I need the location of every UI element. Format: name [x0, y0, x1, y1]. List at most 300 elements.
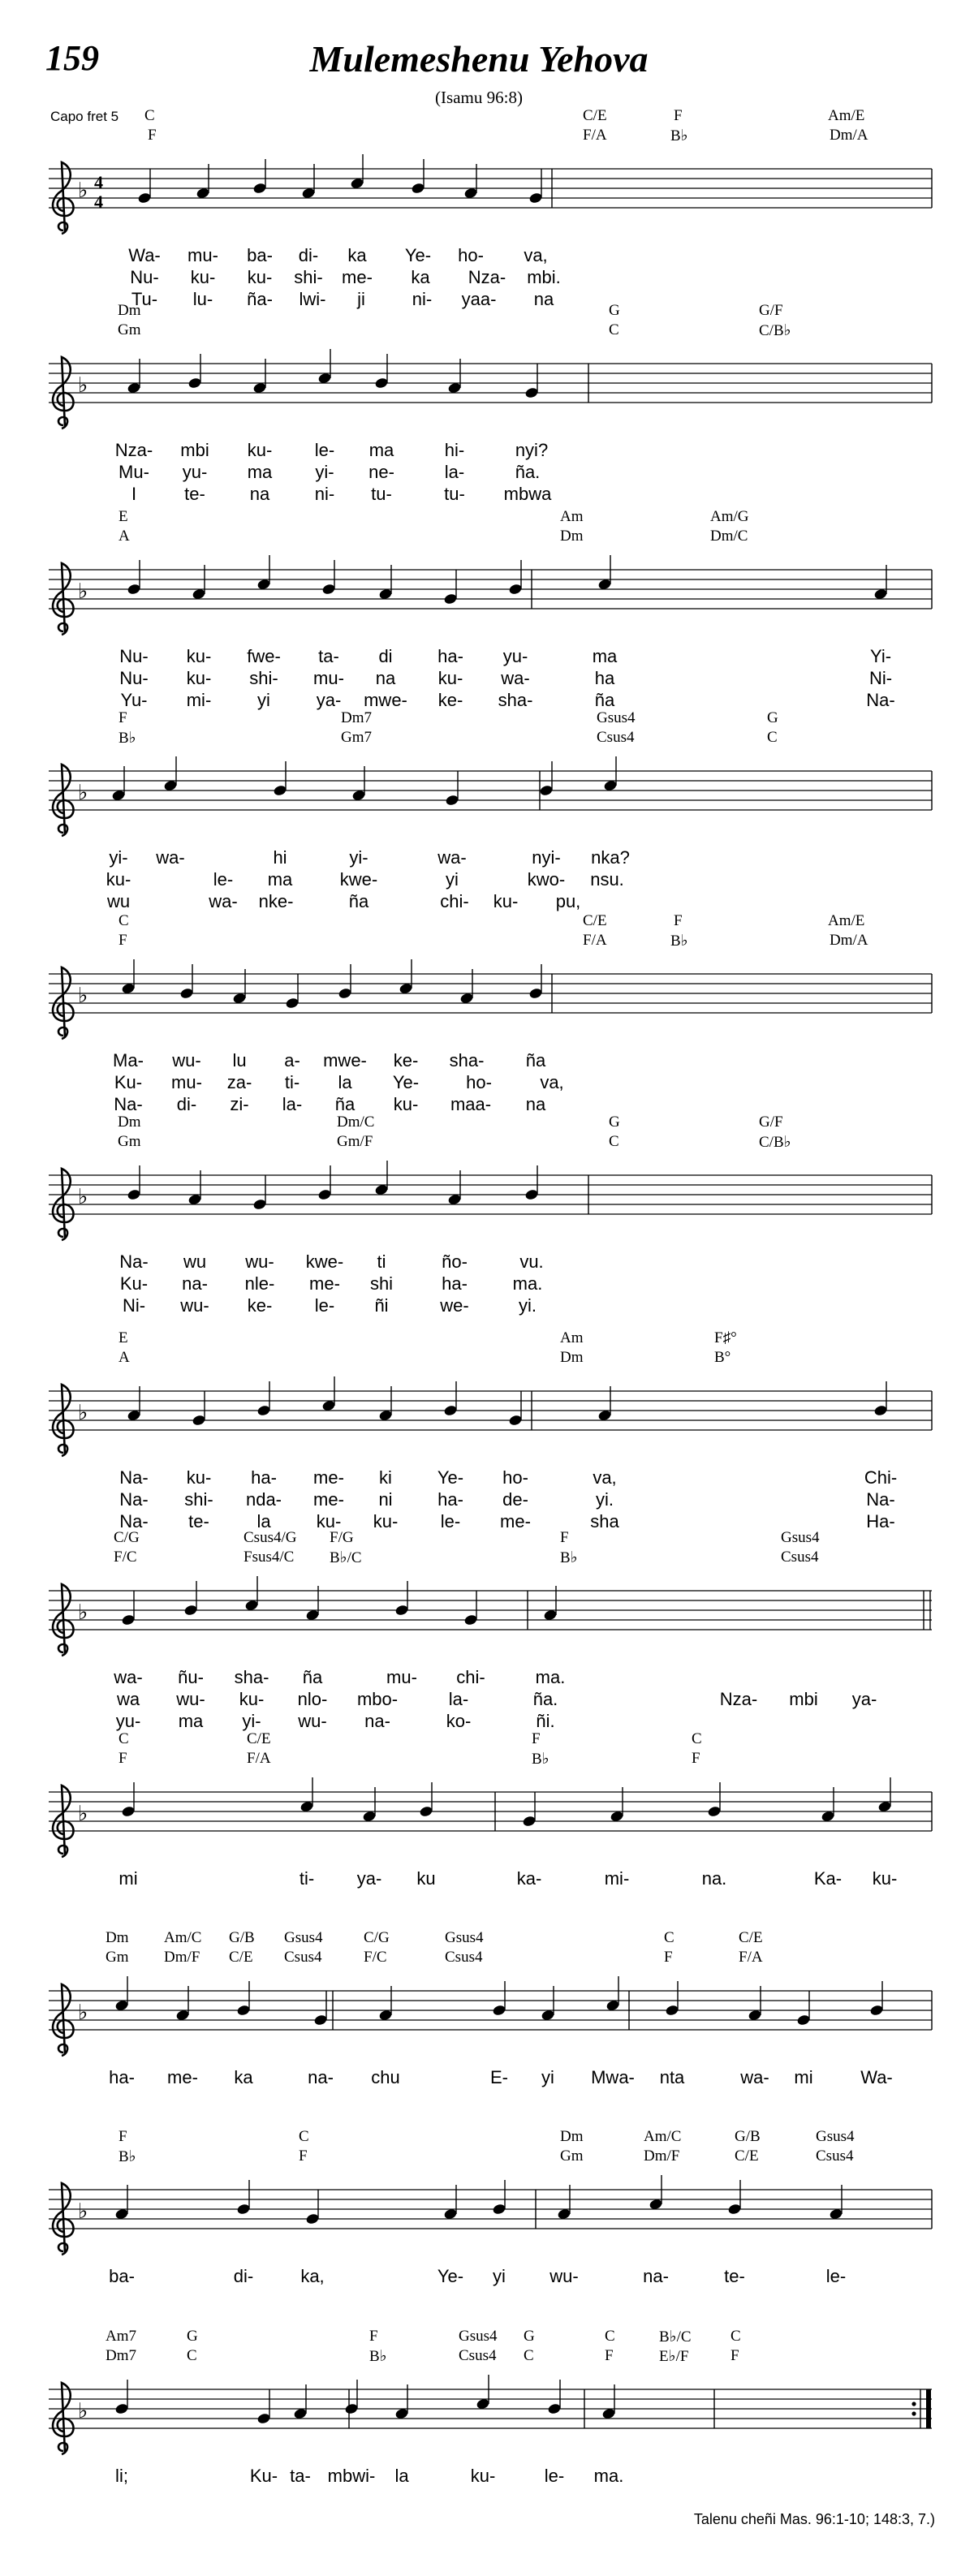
lyric-syllable: ke-: [393, 1050, 419, 1070]
chord-keyboard: Fsus4/C: [244, 1549, 295, 1566]
chord-guitar: F: [560, 1529, 569, 1546]
lyric-syllable: E-: [490, 2067, 508, 2087]
chord-keyboard: B°: [714, 1349, 731, 1366]
lyric-syllable: Na-: [119, 1251, 149, 1272]
flat-icon: ♭: [78, 2399, 88, 2423]
lyric-syllable: le-: [825, 2266, 847, 2286]
chord-keyboard: F/C: [364, 1949, 387, 1966]
lyric-syllable: le-: [544, 2466, 565, 2486]
chord-keyboard: F/A: [247, 1750, 271, 1767]
lyric-syllable: ku-: [470, 2466, 496, 2486]
chord-guitar: G/F: [759, 1114, 783, 1131]
lyric-syllable: shi-: [249, 668, 278, 688]
lyric-syllable: shi: [369, 1273, 394, 1294]
note-head: [547, 2402, 562, 2414]
chord-keyboard: Gm: [118, 321, 141, 338]
lyric-syllable: fwe-: [247, 646, 281, 666]
lyric-syllable: nsu.: [590, 869, 624, 890]
lyric-syllable: ha-: [437, 646, 463, 666]
lyric-syllable: ke-: [247, 1295, 273, 1316]
lyric-syllable: ku-: [316, 1511, 342, 1531]
flat-icon: ♭: [78, 984, 88, 1008]
note-head: [236, 2203, 251, 2215]
chord-keyboard: C: [524, 2347, 534, 2364]
lyric-syllable: ñi: [374, 1295, 389, 1316]
note-head: [252, 182, 267, 194]
lyric-syllable: ti: [377, 1251, 386, 1272]
lyric-syllable: sha-: [449, 1050, 485, 1070]
chord-keyboard: F/A: [583, 932, 607, 949]
note-head: [707, 1805, 722, 1817]
lyric-syllable: wa-: [740, 2067, 769, 2087]
lyric-syllable: mbi: [789, 1689, 818, 1709]
note-head: [443, 1404, 458, 1416]
lyric-syllable: ku-: [186, 1467, 212, 1488]
lyric-syllable: ku-: [247, 440, 273, 460]
lyric-syllable: ne-: [368, 462, 394, 482]
lyric-syllable: yi: [446, 869, 459, 890]
lyric-syllable: mwe-: [323, 1050, 367, 1070]
lyric-syllable: Ka-: [813, 1868, 843, 1889]
lyric-syllable: vu.: [519, 1251, 544, 1272]
lyric-syllable: na: [525, 1094, 546, 1114]
lyric-syllable: ku-: [373, 1511, 399, 1531]
lyric-syllable: le-: [213, 869, 234, 890]
chord-keyboard: Dm: [560, 1349, 584, 1366]
note-head: [873, 1404, 888, 1416]
lyric-syllable: mu-: [313, 668, 344, 688]
chord-guitar: Am/C: [164, 1929, 202, 1946]
chord-guitar: Dm7: [341, 709, 372, 726]
chord-keyboard: C: [187, 2347, 197, 2364]
chord-guitar: Am: [560, 1329, 584, 1346]
lyric-syllable: wa-: [156, 847, 185, 868]
staff-system: [0, 355, 974, 437]
flat-icon: ♭: [78, 2001, 88, 2025]
lyric-syllable: mi-: [604, 1868, 630, 1889]
lyric-syllable: mbwi-: [327, 2466, 376, 2486]
lyric-syllable: zi-: [230, 1094, 249, 1114]
lyric-syllable: ti-: [284, 1072, 300, 1092]
note-head: [256, 2412, 271, 2424]
lyric-syllable: mu-: [171, 1072, 202, 1092]
staff-system: [0, 1784, 974, 1865]
chord-keyboard: Gm: [118, 1133, 141, 1150]
lyric-syllable: ka: [234, 2067, 253, 2087]
note-head: [183, 1604, 198, 1616]
chord-keyboard: F/A: [583, 127, 607, 144]
chord-keyboard: Dm/F: [164, 1949, 200, 1966]
lyric-syllable: ku-: [247, 267, 273, 287]
chord-guitar: C/G: [114, 1529, 140, 1546]
flat-icon: ♭: [78, 1185, 88, 1209]
lyric-syllable: ku: [416, 1868, 436, 1889]
lyric-syllable: chi-: [456, 1667, 485, 1687]
lyric-syllable: yi: [541, 2067, 554, 2087]
lyric-syllable: yi.: [519, 1295, 537, 1316]
chord-guitar: Am/G: [710, 508, 749, 525]
lyric-syllable: me-: [313, 1467, 344, 1488]
lyric-syllable: nta: [659, 2067, 685, 2087]
lyric-syllable: Nza-: [468, 267, 506, 287]
chord-keyboard: Csus4: [597, 729, 635, 746]
chord-keyboard: B♭: [560, 1549, 578, 1566]
lyric-syllable: ho-: [458, 245, 484, 265]
lyric-syllable: Ha-: [866, 1511, 895, 1531]
chord-keyboard: F: [119, 1750, 127, 1767]
chord-keyboard: B♭: [670, 933, 688, 950]
chord-keyboard: F: [664, 1949, 673, 1966]
staff-system: [0, 1583, 974, 1664]
repeat-dot: [912, 2411, 916, 2415]
note-head: [192, 1414, 206, 1426]
staff-system: [0, 1167, 974, 1248]
flat-icon: ♭: [78, 1600, 88, 1625]
chord-keyboard: Gm: [560, 2147, 584, 2165]
lyric-syllable: yu-: [502, 646, 528, 666]
flat-icon: ♭: [78, 579, 88, 604]
lyric-syllable: ko-: [446, 1711, 472, 1731]
chord-guitar: G/B: [735, 2128, 761, 2145]
lyric-syllable: ti-: [299, 1868, 315, 1889]
lyric-syllable: di-: [298, 245, 319, 265]
lyric-syllable: la: [338, 1072, 352, 1092]
chord-guitar: Dm: [106, 1929, 129, 1946]
lyric-syllable: Na-: [119, 1489, 149, 1510]
lyric-syllable: ha-: [109, 2067, 135, 2087]
lyric-syllable: kwo-: [527, 869, 566, 890]
chord-guitar: Am7: [106, 2328, 136, 2345]
lyric-syllable: ni-: [412, 289, 433, 309]
scripture-reference: (Isamu 96:8): [435, 88, 523, 107]
lyric-syllable: te-: [188, 1511, 209, 1531]
chord-keyboard: C/B♭: [759, 1134, 791, 1151]
chord-keyboard: F: [119, 932, 127, 949]
lyric-syllable: na-: [182, 1273, 208, 1294]
lyric-syllable: lwi-: [299, 289, 326, 309]
time-signature-bottom: 4: [94, 192, 103, 212]
lyric-syllable: ma.: [593, 2466, 624, 2486]
lyric-syllable: ka,: [300, 2266, 325, 2286]
lyric-syllable: wu-: [172, 1050, 201, 1070]
staff-system: [0, 763, 974, 844]
chord-guitar: Am/E: [828, 912, 865, 929]
note-head: [463, 1613, 478, 1626]
chord-guitar: C/E: [583, 107, 607, 124]
note-head: [528, 987, 543, 999]
lyric-syllable: me-: [342, 267, 373, 287]
chord-guitar: Am: [560, 508, 584, 525]
song-number: 159: [45, 38, 99, 78]
note-head: [522, 1815, 537, 1827]
chord-keyboard: C: [609, 321, 619, 338]
lyric-syllable: lu: [232, 1050, 247, 1070]
chord-keyboard: C/B♭: [759, 322, 791, 339]
note-head: [121, 1805, 136, 1817]
lyric-syllable: nda-: [245, 1489, 282, 1510]
chord-guitar: Am/C: [644, 2128, 682, 2145]
lyric-syllable: ma: [267, 869, 293, 890]
lyric-syllable: mwe-: [364, 690, 407, 710]
staff-system: [0, 2182, 974, 2263]
lyric-syllable: me-: [500, 1511, 531, 1531]
lyric-syllable: me-: [313, 1489, 344, 1510]
chord-keyboard: C: [767, 729, 778, 746]
lyric-syllable: wu-: [298, 1711, 327, 1731]
lyric-syllable: ka-: [516, 1868, 542, 1889]
note-head: [137, 192, 152, 204]
lyric-syllable: chu: [371, 2067, 400, 2087]
chord-guitar: C/E: [583, 912, 607, 929]
lyric-syllable: Na-: [119, 1511, 149, 1531]
lyric-syllable: shi-: [294, 267, 323, 287]
chord-guitar: Gsus4: [597, 709, 636, 726]
lyric-syllable: wu-: [245, 1251, 274, 1272]
lyric-syllable: a-: [284, 1050, 300, 1070]
note-head: [508, 1414, 523, 1426]
chord-keyboard: A: [119, 528, 130, 545]
flat-icon: ♭: [78, 179, 88, 203]
lyric-syllable: Mwa-: [591, 2067, 635, 2087]
note-head: [528, 192, 543, 204]
chord-guitar: C: [299, 2128, 309, 2145]
lyric-syllable: le-: [314, 440, 335, 460]
lyric-syllable: ni-: [314, 484, 335, 504]
lyric-syllable: wu-: [176, 1689, 205, 1709]
lyric-syllable: ta-: [290, 2466, 311, 2486]
lyric-syllable: I: [131, 484, 137, 504]
note-head: [317, 1188, 332, 1200]
lyric-syllable: Mu-: [119, 462, 149, 482]
lyric-syllable: na: [249, 484, 270, 504]
chord-guitar: E: [119, 508, 128, 525]
final-bar-line: [926, 2389, 931, 2428]
lyric-syllable: nka?: [591, 847, 630, 868]
chord-keyboard: B♭: [670, 127, 688, 144]
lyric-syllable: ñu-: [178, 1667, 204, 1687]
chord-keyboard: Dm/A: [830, 127, 868, 144]
lyric-syllable: yi: [257, 690, 270, 710]
lyric-syllable: ñi.: [536, 1711, 555, 1731]
lyric-syllable: ya-: [316, 690, 342, 710]
lyric-syllable: Nu-: [130, 267, 159, 287]
lyric-syllable: Nza-: [114, 440, 153, 460]
chord-guitar: C: [605, 2328, 615, 2345]
chord-guitar: Gsus4: [445, 1929, 484, 1946]
lyric-syllable: yi-: [315, 462, 334, 482]
chord-guitar: Gsus4: [284, 1929, 323, 1946]
lyric-syllable: wu: [106, 891, 131, 911]
note-head: [305, 2212, 320, 2225]
lyric-syllable: di-: [176, 1094, 197, 1114]
chord-guitar: Gsus4: [459, 2328, 498, 2345]
lyric-syllable: hi-: [444, 440, 465, 460]
capo-note: Capo fret 5: [50, 109, 119, 124]
chord-keyboard: Gm7: [341, 729, 372, 746]
footer-reference: Talenu cheñi Mas. 96:1-10; 148:3, 7.): [693, 2511, 935, 2527]
chord-guitar: Dm: [118, 302, 141, 319]
chord-keyboard: F: [605, 2347, 614, 2364]
lyric-syllable: ha: [594, 668, 615, 688]
lyric-syllable: ma.: [535, 1667, 566, 1687]
chord-guitar: C: [692, 1730, 702, 1747]
lyric-syllable: yaa-: [461, 289, 497, 309]
lyric-syllable: mu-: [386, 1667, 417, 1687]
lyric-syllable: ki: [379, 1467, 392, 1488]
lyric-syllable: yu-: [115, 1711, 141, 1731]
staff-system: [0, 1383, 974, 1464]
chord-keyboard: B♭: [369, 2348, 387, 2365]
lyric-syllable: va,: [593, 1467, 617, 1488]
chord-guitar: E: [119, 1329, 128, 1346]
lyric-syllable: Yi-: [869, 646, 892, 666]
chord-guitar: C: [664, 1929, 674, 1946]
flat-icon: ♭: [78, 373, 88, 398]
lyric-syllable: we-: [440, 1295, 469, 1316]
chord-guitar: B♭/C: [659, 2328, 692, 2346]
flat-icon: ♭: [78, 1401, 88, 1425]
lyric-syllable: ña-: [247, 289, 273, 309]
flat-icon: ♭: [78, 781, 88, 805]
lyric-syllable: tu-: [371, 484, 392, 504]
lyric-syllable: wu-: [180, 1295, 209, 1316]
lyric-syllable: Wa-: [860, 2067, 893, 2087]
lyric-syllable: ni: [378, 1489, 393, 1510]
chord-guitar: Gsus4: [781, 1529, 820, 1546]
note-head: [524, 386, 539, 398]
lyric-syllable: Ku-: [119, 1273, 149, 1294]
chord-guitar: F/G: [330, 1529, 354, 1546]
lyric-syllable: kwe-: [305, 1251, 344, 1272]
chord-guitar: Dm: [118, 1114, 141, 1131]
note-head: [492, 2203, 506, 2215]
lyric-syllable: na: [375, 668, 396, 688]
lyric-syllable: nke-: [258, 891, 294, 911]
note-head: [727, 2203, 742, 2215]
lyric-syllable: le-: [314, 1295, 335, 1316]
lyric-syllable: ña: [348, 891, 369, 911]
lyric-syllable: Ni-: [122, 1295, 146, 1316]
lyric-syllable: tu-: [444, 484, 465, 504]
chord-guitar: G/B: [229, 1929, 255, 1946]
chord-guitar: F: [674, 912, 683, 929]
lyric-syllable: me-: [167, 2067, 198, 2087]
lyric-syllable: yi-: [109, 847, 128, 868]
lyric-syllable: chi-: [440, 891, 469, 911]
chord-keyboard: B♭: [532, 1751, 549, 1768]
flat-icon: ♭: [78, 1802, 88, 1826]
chord-keyboard: A: [119, 1349, 130, 1366]
chord-guitar: G: [524, 2328, 535, 2345]
lyric-syllable: ka: [411, 267, 430, 287]
note-head: [114, 2402, 129, 2414]
lyric-syllable: mu-: [187, 245, 218, 265]
lyric-syllable: Ku-: [114, 1072, 143, 1092]
chord-guitar: F: [119, 709, 127, 726]
lyric-syllable: li;: [115, 2466, 128, 2486]
lyric-syllable: hi: [273, 847, 287, 868]
lyric-syllable: ji: [357, 289, 365, 309]
chord-guitar: C: [730, 2328, 741, 2345]
note-head: [419, 1805, 433, 1817]
chord-guitar: F♯°: [714, 1329, 737, 1346]
lyric-syllable: va,: [540, 1072, 564, 1092]
chord-keyboard: F: [148, 127, 157, 144]
lyric-syllable: ku-: [393, 1094, 419, 1114]
note-head: [121, 1613, 136, 1626]
chord-guitar: G: [767, 709, 778, 726]
chord-keyboard: F: [299, 2147, 308, 2165]
lyric-syllable: ka: [347, 245, 367, 265]
lyric-syllable: ku-: [493, 891, 519, 911]
lyric-syllable: Ye-: [437, 2266, 464, 2286]
lyric-syllable: ku-: [872, 1868, 898, 1889]
lyric-syllable: ma: [247, 462, 273, 482]
lyric-syllable: Wa-: [128, 245, 161, 265]
lyric-syllable: nyi-: [532, 847, 561, 868]
lyric-syllable: wa-: [437, 847, 467, 868]
chord-keyboard: Csus4: [816, 2147, 854, 2165]
lyric-syllable: Ku-: [249, 2466, 278, 2486]
lyric-syllable: ya-: [356, 1868, 382, 1889]
lyric-syllable: nyi?: [515, 440, 549, 460]
lyric-syllable: la-: [444, 462, 465, 482]
lyric-syllable: la: [256, 1511, 271, 1531]
lyric-syllable: na-: [308, 2067, 334, 2087]
lyric-syllable: ho-: [466, 1072, 492, 1092]
chord-guitar: F: [119, 2128, 127, 2145]
lyric-syllable: mbo-: [356, 1689, 399, 1709]
lyric-syllable: wa-: [209, 891, 238, 911]
chord-guitar: F: [674, 107, 683, 124]
chord-guitar: C/E: [247, 1730, 271, 1747]
lyric-syllable: la-: [448, 1689, 469, 1709]
lyric-syllable: Chi-: [864, 1467, 898, 1488]
chord-keyboard: Dm: [560, 528, 584, 545]
lyric-syllable: Tu-: [131, 289, 158, 309]
staff-system: [0, 2381, 974, 2462]
chord-keyboard: Dm7: [106, 2347, 136, 2364]
lyric-syllable: lu-: [192, 289, 213, 309]
lyric-syllable: di: [378, 646, 393, 666]
chord-keyboard: Csus4: [284, 1949, 322, 1966]
lyric-syllable: ku-: [190, 267, 216, 287]
time-signature-top: 4: [94, 172, 103, 192]
lyric-syllable: Nu-: [119, 668, 149, 688]
chord-keyboard: C/E: [735, 2147, 759, 2165]
lyric-syllable: wu: [183, 1251, 207, 1272]
note-head: [252, 1198, 267, 1210]
note-head: [374, 377, 389, 389]
chord-keyboard: Dm/A: [830, 932, 868, 949]
note-head: [127, 1188, 141, 1200]
lyric-syllable: shi-: [184, 1489, 213, 1510]
chord-keyboard: C: [609, 1133, 619, 1150]
lyric-syllable: la: [394, 2466, 409, 2486]
chord-keyboard: Dm/F: [644, 2147, 680, 2165]
lyric-syllable: wa: [116, 1689, 140, 1709]
note-head: [796, 2014, 811, 2026]
lyric-syllable: ba-: [247, 245, 273, 265]
lyric-syllable: Ye-: [437, 1467, 464, 1488]
lyric-syllable: na: [533, 289, 554, 309]
lyric-syllable: ya-: [851, 1689, 877, 1709]
lyric-syllable: le-: [440, 1511, 461, 1531]
chord-keyboard: Csus4: [459, 2347, 497, 2364]
lyric-syllable: yi-: [349, 847, 368, 868]
lyric-syllable: ma: [368, 440, 394, 460]
chord-keyboard: F: [730, 2347, 739, 2364]
